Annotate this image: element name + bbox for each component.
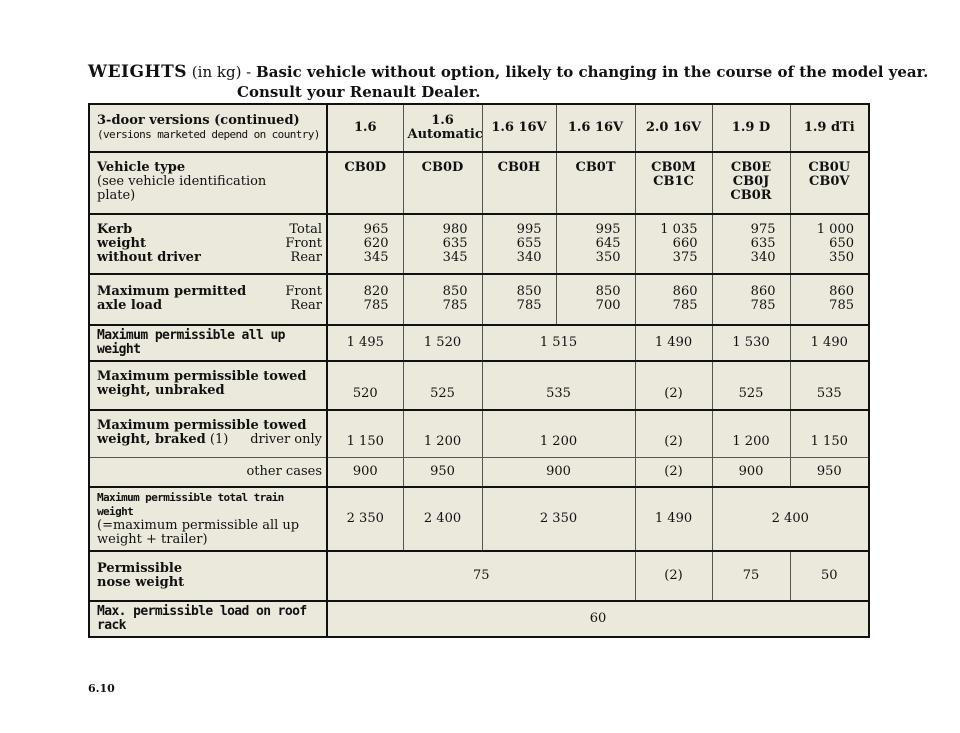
axle-values [327,274,403,325]
all-up-value: 1 515 [482,325,635,361]
braked-other-value: 900 [482,457,635,487]
cell-value: 350 [829,250,854,265]
nose-value: (2) [635,551,712,601]
nose-value: 50 [790,551,869,601]
braked-other-value: 950 [403,457,482,487]
braked-driver-value: 1 200 [482,410,635,457]
vehicle-type-value: CB0M CB1C [635,152,712,214]
col-header: 1.6 [327,104,403,152]
cell-value: 345 [363,250,389,265]
roof-row [89,601,869,637]
kerb-label-3: without driver [97,250,201,265]
braked-other-value: 900 [712,457,790,487]
col-header: 1.6 16V [482,104,556,152]
kerb-sub-total: Total [289,222,322,237]
page-heading [88,62,928,102]
cell-value: 860 [672,284,698,299]
nose-value: 75 [327,551,635,601]
unbraked-row [89,361,869,410]
unbraked-value: 525 [712,361,790,410]
col-header: 1.6 16V [556,104,635,152]
vehicle-type-value: CB0E CB0J CB0R [712,152,790,214]
axle-values [482,274,556,325]
all-up-value: 1 530 [712,325,790,361]
cell-value: 660 [672,236,698,251]
cell-value: 1 035 [660,222,698,237]
train-note: (=maximum permissible all up weight + trailer) [97,518,300,547]
weights-table [88,103,870,638]
braked-title: Maximum permissible towed weight, braked [97,418,307,447]
cell-value: 620 [363,236,389,251]
cell-value: 980 [442,222,468,237]
cell-value: 645 [595,236,621,251]
braked-driver-only: driver only [250,432,322,447]
nose-label: Permissible nose weight [89,551,327,601]
col-header: 1.9 dTi [790,104,869,152]
cell-value: 655 [516,236,542,251]
braked-other-value: 900 [327,457,403,487]
header-row [89,104,869,152]
kerb-values [712,214,790,274]
versions-title: 3-door versions (continued) [97,113,300,128]
cell-value: 785 [516,298,542,313]
cell-value: 850 [442,284,468,299]
axle-values [790,274,869,325]
train-value: 2 350 [482,487,635,551]
braked-driver-value: 1 150 [327,410,403,457]
train-row [89,487,869,551]
cell-value: 785 [829,298,854,313]
braked-driver-value: 1 200 [712,410,790,457]
heading-title: WEIGHTS [88,62,188,82]
vehicle-type-value: CB0H [482,152,556,214]
header-label-cell [89,104,327,152]
cell-value: 850 [516,284,542,299]
col-header: 1.9 D [712,104,790,152]
braked-driver-value: (2) [635,410,712,457]
roof-label: Max. permissible load on roof rack [89,601,327,637]
cell-value: 785 [750,298,776,313]
kerb-values [635,214,712,274]
axle-label [89,274,327,325]
cell-value: 650 [829,236,854,251]
kerb-label-2: weight [97,236,146,251]
all-up-value: 1 520 [403,325,482,361]
cell-value: 700 [595,298,621,313]
braked-driver-value: 1 150 [790,410,869,457]
cell-value: 375 [672,250,698,265]
train-value: 2 350 [327,487,403,551]
braked-other-value: 950 [790,457,869,487]
vehicle-type-value: CB0D [327,152,403,214]
cell-value: 785 [442,298,468,313]
kerb-row [89,214,869,274]
kerb-values [556,214,635,274]
axle-sub-front: Front [285,284,322,299]
cell-value: 1 000 [816,222,854,237]
kerb-sub-front: Front [285,236,322,251]
all-up-value: 1 495 [327,325,403,361]
braked-other-value: (2) [635,457,712,487]
vehicle-type-value: CB0D [403,152,482,214]
kerb-sub-rear: Rear [290,250,322,265]
vehicle-type-value: CB0T [556,152,635,214]
braked-other-cases: other cases [89,457,327,487]
col-header: 1.6 Automatic [403,104,482,152]
cell-value: 995 [595,222,621,237]
nose-row [89,551,869,601]
all-up-value: 1 490 [790,325,869,361]
braked-note: (1) [209,432,229,447]
unbraked-value: 525 [403,361,482,410]
vehicle-type-title: Vehicle type [97,160,186,175]
unbraked-value: 535 [790,361,869,410]
cell-value: 635 [750,236,776,251]
vehicle-type-note: (see vehicle identification plate) [97,174,267,203]
col-header: 2.0 16V [635,104,712,152]
all-up-row [89,325,869,361]
cell-value: 850 [595,284,621,299]
cell-value: 820 [363,284,389,299]
roof-value: 60 [327,601,869,637]
cell-value: 350 [595,250,621,265]
cell-value: 975 [750,222,776,237]
all-up-value: 1 490 [635,325,712,361]
vehicle-type-value: CB0U CB0V [790,152,869,214]
vehicle-type-label [89,152,327,214]
braked-driver-row [89,410,869,457]
nose-value: 75 [712,551,790,601]
cell-value: 785 [672,298,698,313]
axle-values [403,274,482,325]
train-value: 1 490 [635,487,712,551]
axle-values [712,274,790,325]
train-title: Maximum permissible total train weight [97,491,284,518]
axle-label-1: Maximum permitted [97,284,247,299]
kerb-label-1: Kerb [97,222,133,237]
train-value: 2 400 [712,487,869,551]
page-number: 6.10 [88,682,115,695]
axle-values [635,274,712,325]
unbraked-label: Maximum permissible towed weight, unbraked [89,361,327,410]
axle-row [89,274,869,325]
kerb-label [89,214,327,274]
cell-value: 345 [442,250,468,265]
axle-label-2: axle load [97,298,163,313]
axle-sub-rear: Rear [290,298,322,313]
cell-value: 785 [363,298,389,313]
kerb-values [790,214,869,274]
versions-note: (versions marketed depend on country) [97,128,320,141]
heading-line1: Basic vehicle without option, likely to changing in the course of the model year. [256,63,929,81]
vehicle-type-row [89,152,869,214]
train-value: 2 400 [403,487,482,551]
unbraked-value: 520 [327,361,403,410]
unbraked-value: (2) [635,361,712,410]
cell-value: 995 [516,222,542,237]
kerb-values [403,214,482,274]
unbraked-value: 535 [482,361,635,410]
braked-other-row [89,457,869,487]
kerb-values [327,214,403,274]
heading-line2: Consult your Renault Dealer. [237,83,481,101]
axle-values [556,274,635,325]
braked-driver-value: 1 200 [403,410,482,457]
all-up-label: Maximum permissible all up weight [89,325,327,361]
train-label [89,487,327,551]
cell-value: 340 [516,250,542,265]
cell-value: 860 [829,284,854,299]
cell-value: 340 [750,250,776,265]
cell-value: 965 [363,222,389,237]
braked-label [89,410,327,457]
kerb-values [482,214,556,274]
cell-value: 635 [442,236,468,251]
heading-unit: (in kg) - [191,63,252,81]
cell-value: 860 [750,284,776,299]
